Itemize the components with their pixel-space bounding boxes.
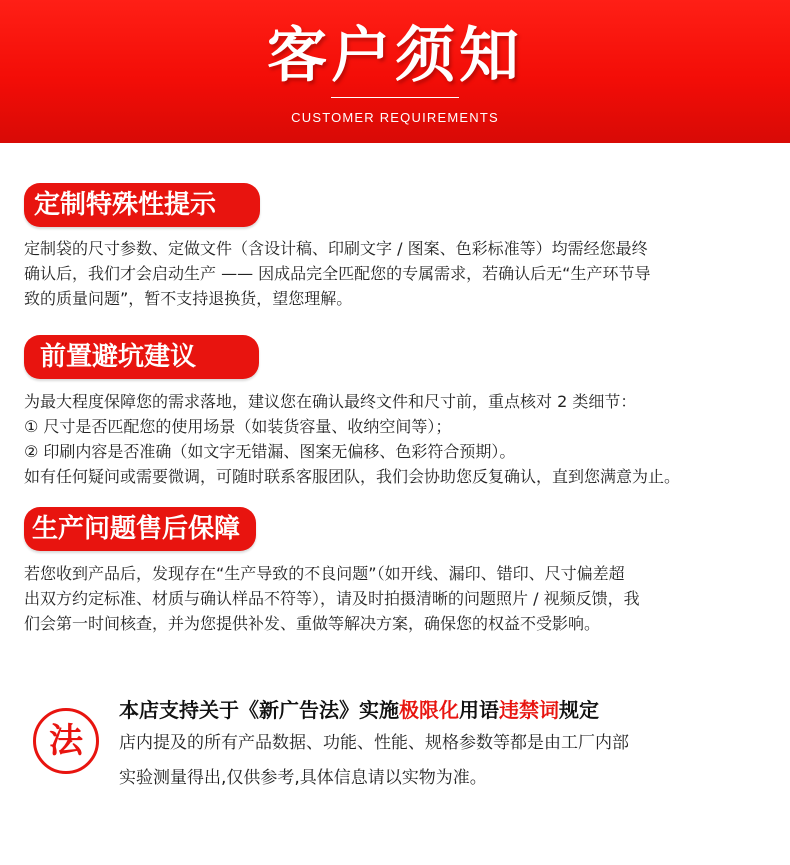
title-divider <box>331 97 459 98</box>
law-title-text: 本店支持关于《新广告法》实施 <box>119 698 399 722</box>
paragraph-line: 为最大程度保障您的需求落地，建议您在确认最终文件和尺寸前，重点核对 2 类细节： <box>24 392 637 411</box>
section-body-advice <box>24 389 768 489</box>
paragraph-line: ① 尺寸是否匹配您的使用场景（如装货容量、收纳空间等）； <box>24 417 452 436</box>
law-notice-line: 实验测量得出,仅供参考,具体信息请以实物为准。 <box>119 768 487 788</box>
paragraph-line: 定制袋的尺寸参数、定做文件（含设计稿、印刷文字 / 图案、色彩标准等）均需经您最终 <box>24 239 648 258</box>
paragraph-line: ② 印刷内容是否准确（如文字无错漏、图案无偏移、色彩符合预期）。 <box>24 442 516 461</box>
section-body-after-sales <box>24 561 768 636</box>
page-subtitle: CUSTOMER REQUIREMENTS <box>291 110 499 125</box>
section-body-custom-notice <box>24 236 768 311</box>
paragraph-line: 致的质量问题”，暂不支持退换货，望您理解。 <box>24 289 353 308</box>
law-notice-title <box>119 694 599 726</box>
law-title-highlight: 违禁词 <box>499 698 559 722</box>
law-title-highlight: 极限化 <box>399 698 459 722</box>
paragraph-line: 确认后，我们才会启动生产 —— 因成品完全匹配您的专属需求，若确认后无“生产环节导 <box>24 264 651 283</box>
law-notice-line: 店内提及的所有产品数据、功能、性能、规格参数等都是由工厂内部 <box>119 733 629 753</box>
header-banner <box>0 0 790 143</box>
paragraph-line: 如有任何疑问或需要微调，可随时联系客服团队，我们会协助您反复确认，直到您满意为止。 <box>24 467 681 486</box>
paragraph-line: 若您收到产品后，发现存在“生产导致的不良问题”（如开线、漏印、错印、尺寸偏差超 <box>24 564 625 583</box>
law-seal-icon: 法 <box>33 708 99 774</box>
page-title: 客户须知 <box>267 21 523 91</box>
section-heading-advice: 前置避坑建议 <box>24 335 259 379</box>
section-heading-custom-notice: 定制特殊性提示 <box>24 183 260 227</box>
paragraph-line: 们会第一时间核查，并为您提供补发、重做等解决方案，确保您的权益不受影响。 <box>24 614 601 633</box>
section-heading-after-sales: 生产问题售后保障 <box>24 507 256 551</box>
paragraph-line: 出双方约定标准、材质与确认样品不符等），请及时拍摄清晰的问题照片 / 视频反馈，我 <box>24 589 640 608</box>
law-title-text: 用语 <box>459 698 499 722</box>
law-title-text: 规定 <box>559 698 599 722</box>
